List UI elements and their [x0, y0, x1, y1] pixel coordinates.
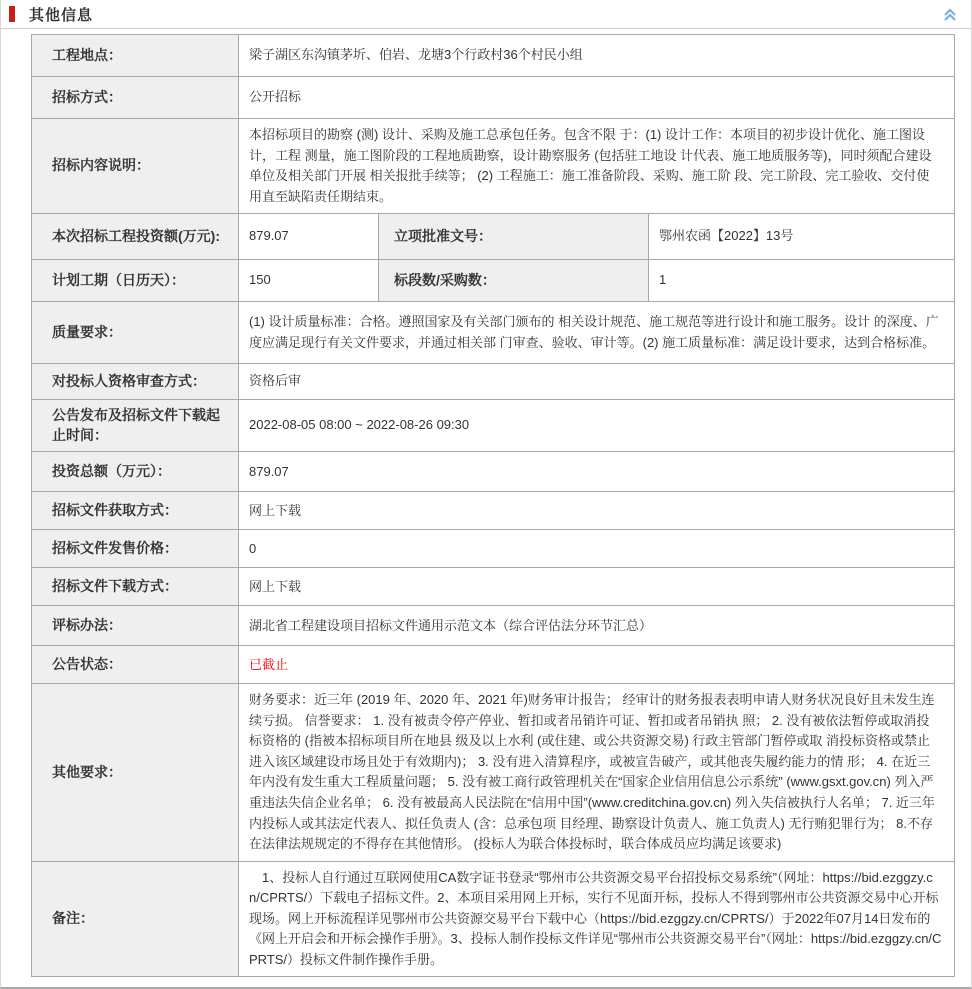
row-value: 财务要求：近三年 (2019 年、2020 年、2021 年)财务审计报告； 经审计的财务报表表明申请人财务状况良好且未发生连续亏损。 信誉要求： 1. 没有被责令停产停业、暂扣或者吊销许可证、暂扣或者吊销执 照； 2. 没有被依法暂停或取消投标资格的 (指被本招标项目所在地县 级及以上水利 (或住建、或公共资源交易) 行政主管部门暂停或取 消投标资格或禁止进入该区域建设市场且处于有效期内)； 3. 没有进入清算程序，或被宣告破产，或其他丧失履约能力的情 形； 4. 在近三年内没有发生重大工程质量问题； 5. 没有被工商行政管理机关在“国家企业信用信息公示系统” (www.gsxt.gov.cn) 列入严重违法失信企业名单； 6. 没有被最高人民法院在“信用中国”(www.creditchina.gov.cn) 列入失信被执行人名单； 7. 近三年内投标人或其法定代表人、拟任负责人 (含：总承包项 目经理、勘察设计负责人、施工负责人) 无行贿犯罪行为； 8.不存在法律法规规定的不得存在其他情形。 (投标人为联合体投标时，联合体成员应均满足该要求): [239, 684, 955, 861]
row-value: 2022-08-05 08:00 ~ 2022-08-26 09:30: [239, 400, 955, 452]
row-value: 本招标项目的勘察 (测) 设计、采购及施工总承包任务。包含不限 于：(1) 设计工作：本项目的初步设计优化、施工图设计，工程 测量，施工图阶段的工程地质勘察，设计勘察服务 (包括驻工地设 计代表、施工地质服务等)，同时须配合建设单位及相关部门开展 相关报批手续等； (2) 工程施工：施工准备阶段、采购、施工阶 段、完工阶段、完工验收、交付使用直至缺陷责任期结束。: [239, 119, 955, 214]
row-label: 招标文件下载方式：: [32, 568, 239, 606]
section-header: [1, 0, 971, 29]
row-label: 投资总额（万元）：: [32, 452, 239, 492]
row-label: 招标内容说明：: [32, 119, 239, 214]
row-label: 工程地点：: [32, 35, 239, 77]
row-value: 879.07: [239, 452, 955, 492]
row-value: 1、投标人自行通过互联网使用CA数字证书登录“鄂州市公共资源交易平台招投标交易系统”（网址：https://bid.ezggzy.cn/CPRTS/）下载电子招标文件。2、本项目采用网上开标，实行不见面开标，投标人不得到鄂州市公共资源交易中心开标现场。网上开标流程详见鄂州市公共资源交易平台下载中心（https://bid.ezggzy.cn/CPRTS/）于2022年07月14日发布的《网上开启会和开标会操作手册》。3、投标人制作投标文件详见“鄂州市公共资源交易平台”（网址：https://bid.ezggzy.cn/CPRTS/）投标文件制作操作手册。: [239, 861, 955, 977]
row-label: 评标办法：: [32, 606, 239, 646]
row-value: 湖北省工程建设项目招标文件通用示范文本（综合评估法分环节汇总）: [239, 606, 955, 646]
row-value: (1) 设计质量标准：合格。遵照国家及有关部门颁布的 相关设计规范、施工规范等进行设计和施工服务。设计 的深度、广度应满足现行有关文件要求，并通过相关部 门审查、验收、审计等。(2) 施工质量标准：满足设计要求，达到合格标准。: [239, 302, 955, 364]
row-label: 招标文件获取方式：: [32, 492, 239, 530]
table-row: [32, 364, 955, 400]
row-value: 公开招标: [239, 77, 955, 119]
row-value: 1: [649, 260, 955, 302]
table-row: [32, 492, 955, 530]
table-row: [32, 302, 955, 364]
collapse-icon[interactable]: [941, 5, 959, 23]
row-label: 备注：: [32, 861, 239, 977]
section-title: 其他信息: [29, 6, 94, 24]
row-label: 标段数/采购数：: [379, 260, 649, 302]
table-row: [32, 400, 955, 452]
table-row: [32, 452, 955, 492]
row-label: 对投标人资格审查方式：: [32, 364, 239, 400]
row-label: 本次招标工程投资额(万元):: [32, 214, 239, 260]
row-value: 879.07: [239, 214, 379, 260]
info-table-wrapper: [1, 29, 971, 987]
table-row: [32, 646, 955, 684]
row-value: 150: [239, 260, 379, 302]
row-label: 质量要求：: [32, 302, 239, 364]
table-row: [32, 568, 955, 606]
row-value: 网上下载: [239, 568, 955, 606]
row-value: 鄂州农函【2022】13号: [649, 214, 955, 260]
table-row: [32, 35, 955, 77]
table-row: [32, 606, 955, 646]
row-value: 0: [239, 530, 955, 568]
row-label: 公告发布及招标文件下载起止时间：: [32, 400, 239, 452]
row-label: 立项批准文号：: [379, 214, 649, 260]
table-row: [32, 684, 955, 861]
row-value: 梁子湖区东沟镇茅圻、伯岩、龙塘3个行政村36个村民小组: [239, 35, 955, 77]
info-table-body: [32, 35, 955, 977]
table-row: [32, 530, 955, 568]
table-row: [32, 77, 955, 119]
row-label: 招标文件发售价格：: [32, 530, 239, 568]
row-label: 招标方式：: [32, 77, 239, 119]
info-table: [31, 34, 955, 977]
section-marker-bar: [9, 6, 15, 22]
row-value: 已截止: [239, 646, 955, 684]
table-row: [32, 861, 955, 977]
row-label: 计划工期（日历天）：: [32, 260, 239, 302]
row-value: 资格后审: [239, 364, 955, 400]
row-label: 公告状态：: [32, 646, 239, 684]
row-label: 其他要求：: [32, 684, 239, 861]
row-value: 网上下载: [239, 492, 955, 530]
table-row: [32, 260, 955, 302]
table-row: [32, 119, 955, 214]
table-row: [32, 214, 955, 260]
